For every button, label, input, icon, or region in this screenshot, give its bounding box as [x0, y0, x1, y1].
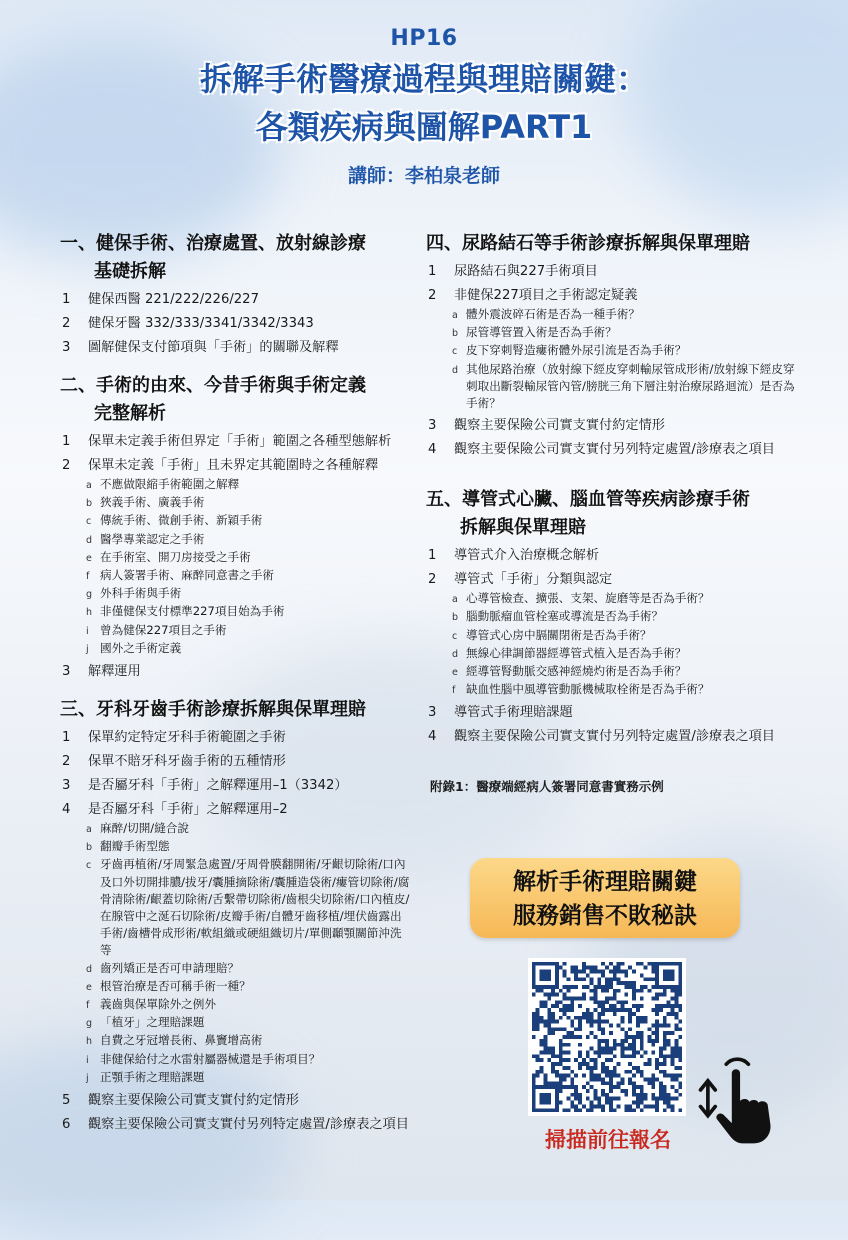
- section-title: [426, 486, 798, 542]
- page-title: [0, 55, 848, 151]
- item-text: 翻瓣手術型態: [100, 839, 170, 854]
- section-title: [60, 230, 412, 286]
- sub-list-item: [426, 342, 798, 360]
- item-text: 非健保227項目之手術認定疑義: [454, 288, 638, 303]
- left-column: [60, 230, 412, 1149]
- list-item: [426, 261, 798, 282]
- item-text: 導管式手術理賠課題: [454, 705, 573, 721]
- section-title-line: 基礎拆解: [94, 261, 166, 282]
- list-item: [426, 545, 798, 566]
- sub-list-item: [60, 960, 412, 978]
- item-letter: d: [86, 534, 93, 546]
- sub-list-item: [60, 1051, 412, 1069]
- item-text: 尿路結石與227手術項目: [454, 264, 598, 279]
- header: [0, 26, 848, 188]
- title-line-1: 拆解手術醫療過程與理賠關鍵：: [199, 60, 648, 98]
- item-letter: a: [452, 594, 458, 606]
- item-number: 3: [62, 664, 71, 680]
- list-item: [60, 727, 412, 748]
- item-number: 6: [62, 1117, 71, 1133]
- item-number: 5: [62, 1093, 71, 1109]
- sub-list-item: [60, 856, 412, 959]
- item-letter: g: [86, 589, 93, 601]
- item-letter: a: [86, 480, 92, 491]
- sub-list-item: [426, 627, 798, 645]
- item-letter: b: [86, 842, 93, 854]
- sub-list-item: [60, 1069, 412, 1087]
- sub-list-item: [60, 996, 412, 1014]
- sub-list-item: [426, 663, 798, 681]
- section-5: [426, 486, 798, 747]
- item-number: 1: [62, 292, 71, 307]
- section-title-line: 拆解與保單理賠: [460, 517, 586, 539]
- sub-list-item: [60, 1032, 412, 1050]
- item-letter: b: [452, 612, 459, 624]
- item-text: 義齒與保單除外之例外: [100, 997, 216, 1012]
- item-text: 保單不賠牙科牙齒手術的五種情形: [88, 754, 286, 770]
- sub-list-item: [60, 1014, 412, 1032]
- item-text: 健保西醫 221/222/226/227: [88, 292, 259, 307]
- sub-item-list: [60, 820, 412, 1087]
- list-item: [60, 455, 412, 476]
- sub-list-item: [60, 567, 412, 585]
- item-number: 4: [62, 802, 71, 818]
- item-letter: b: [86, 498, 93, 510]
- item-letter: a: [452, 310, 458, 321]
- item-list: [426, 545, 798, 590]
- item-text: 傳統手術、微創手術、新穎手術: [100, 513, 263, 528]
- promo-line-1: 解析手術理賠關鍵: [513, 869, 697, 895]
- item-letter: c: [86, 860, 92, 872]
- list-item: [60, 431, 412, 452]
- item-text: 其他尿路治療（放射線下經皮穿刺輸尿管成形術/放射線下經皮穿刺取出斷裂輸尿管內管/膀胱三角下層注射治療尿路迴流）是否為手術？: [466, 361, 795, 411]
- scan-to-register-label[interactable]: 掃描前往報名: [545, 1128, 671, 1152]
- item-text: 正顎手術之理賠課題: [100, 1069, 205, 1084]
- section-title-line: 一、健保手術、治療處置、放射線診療: [60, 233, 366, 254]
- item-text: 導管式「手術」分類與認定: [454, 572, 613, 588]
- sub-list-item: [426, 645, 798, 663]
- item-number: 4: [428, 442, 437, 458]
- sub-list-item: [60, 820, 412, 838]
- appendix-note: 附錄1：醫療端經病人簽署同意書實務示例: [430, 779, 664, 795]
- list-item: [426, 415, 798, 436]
- item-text: 狹義手術、廣義手術: [100, 495, 205, 510]
- item-letter: e: [452, 667, 458, 679]
- item-list: [60, 727, 412, 820]
- sub-item-list: [426, 306, 798, 412]
- tap-hand-icon: [695, 1055, 787, 1147]
- item-number: 4: [428, 729, 437, 745]
- item-text: 導管式心房中膈關閉術是否為手術？: [466, 627, 652, 642]
- section-3: [60, 696, 412, 1135]
- item-text: 圖解健保支付節項與「手術」的關聯及解釋: [88, 340, 339, 355]
- item-letter: c: [452, 346, 458, 358]
- sub-list-item: [426, 324, 798, 342]
- item-letter: a: [86, 824, 92, 836]
- item-text: 在手術室、開刀房接受之手術: [100, 549, 251, 564]
- sub-list-item: [60, 978, 412, 996]
- item-letter: f: [86, 1000, 90, 1012]
- right-column: [426, 230, 798, 795]
- item-number: 2: [428, 288, 437, 303]
- section-title: 三、牙科牙齒手術診療拆解與保單理賠: [60, 699, 366, 721]
- item-text: 不應做限縮手術範圍之解釋: [100, 477, 240, 491]
- item-letter: d: [452, 364, 459, 376]
- list-item: [60, 751, 412, 772]
- lecturer: 講師：李柏泉老師: [347, 165, 500, 187]
- sub-list-item: [426, 681, 798, 699]
- sub-list-item: [60, 603, 412, 621]
- item-number: 3: [62, 778, 71, 794]
- item-number: 1: [62, 434, 71, 449]
- item-number: 1: [62, 730, 71, 746]
- item-letter: i: [86, 1054, 89, 1066]
- item-text: 觀察主要保險公司實支實付另列特定處置/診療表之項目: [454, 729, 775, 745]
- list-item: [60, 799, 412, 820]
- item-list: [60, 661, 412, 682]
- item-list: [426, 702, 798, 747]
- section-title-line: 完整解析: [94, 403, 166, 424]
- section-title: [60, 372, 412, 428]
- item-number: 2: [62, 316, 71, 331]
- list-item: [426, 285, 798, 306]
- item-text: 保單約定特定牙科手術範圍之手術: [88, 730, 286, 746]
- sub-list-item: [60, 640, 412, 658]
- section-1: [60, 230, 412, 358]
- item-letter: c: [452, 630, 458, 642]
- item-text: 「植牙」之理賠課題: [100, 1015, 205, 1030]
- section-title: 四、尿路結石等手術診療拆解與保單理賠: [426, 233, 750, 254]
- item-letter: g: [86, 1018, 93, 1030]
- item-text: 病人簽署手術、麻醉同意書之手術: [100, 568, 274, 583]
- item-list: [60, 289, 412, 358]
- item-text: 麻醉/切開/縫合說: [100, 821, 189, 836]
- sub-item-list: [426, 590, 798, 699]
- item-number: 2: [62, 458, 71, 473]
- item-letter: f: [452, 685, 456, 697]
- item-list: [426, 261, 798, 306]
- item-number: 3: [62, 340, 71, 355]
- sub-list-item: [60, 512, 412, 530]
- item-text: 自費之牙冠增長術、鼻竇增高術: [100, 1033, 263, 1048]
- item-letter: d: [86, 963, 93, 975]
- list-item: [426, 569, 798, 590]
- item-text: 觀察主要保險公司實支實付約定情形: [88, 1093, 299, 1109]
- item-text: 解釋運用: [88, 664, 141, 680]
- item-letter: i: [86, 625, 89, 637]
- item-text: 腦動脈瘤血管栓塞或導流是否為手術？: [466, 609, 664, 624]
- item-text: 健保牙醫 332/333/3341/3342/3343: [88, 316, 314, 331]
- item-text: 經導管腎動脈交感神經燒灼術是否為手術？: [466, 664, 687, 679]
- item-letter: f: [86, 571, 90, 583]
- list-item: [60, 289, 412, 310]
- item-text: 無線心律調節器經導管式植入是否為手術？: [466, 645, 687, 660]
- item-text: 體外震波碎石術是否為一種手術？: [466, 307, 640, 321]
- list-item: [426, 439, 798, 460]
- item-number: 2: [62, 754, 71, 770]
- sub-list-item: [60, 494, 412, 512]
- item-text: 心導管檢查、擴張、支架、旋磨等是否為手術？: [466, 591, 710, 606]
- item-letter: e: [86, 981, 92, 993]
- section-title-line: 二、手術的由來、今昔手術與手術定義: [60, 375, 366, 396]
- item-text: 導管式介入治療概念解析: [454, 548, 600, 564]
- list-item: [60, 337, 412, 358]
- list-item: [426, 702, 798, 723]
- sub-list-item: [60, 622, 412, 640]
- list-item: [60, 1114, 412, 1135]
- item-text: 牙齒再植術/牙周緊急處置/牙周骨膜翻開術/牙齦切除術/口內及口外切開排膿/拔牙/囊腫摘除術/囊腫造袋術/瘻管切除術/腐骨清除術/齦蓋切除術/舌繫帶切除術/齒根尖切除術/口內植皮/在腺管中之涎石切除術/皮瓣手術/自體牙齒移植/埋伏齒露出手術/齒槽骨成形術/軟組織或硬組織切片/單側顳顎關節沖洗等: [100, 857, 410, 958]
- item-number: 1: [428, 264, 437, 279]
- list-item: [60, 1090, 412, 1111]
- sub-list-item: [426, 361, 798, 413]
- title-line-2: 各類疾病與圖解PART1: [255, 108, 593, 146]
- item-list: [60, 431, 412, 476]
- item-letter: h: [86, 1036, 93, 1048]
- sub-list-item: [60, 531, 412, 549]
- item-letter: e: [86, 552, 92, 564]
- sub-list-item: [60, 549, 412, 567]
- item-list: [426, 415, 798, 460]
- item-text: 觀察主要保險公司實支實付另列特定處置/診療表之項目: [88, 1117, 409, 1133]
- item-text: 齒列矯正是否可申請理賠？: [100, 960, 240, 975]
- item-text: 醫學專業認定之手術: [100, 531, 205, 546]
- item-letter: b: [452, 328, 459, 340]
- item-text: 皮下穿刺腎造瘻術體外尿引流是否為手術？: [466, 343, 687, 358]
- item-letter: j: [86, 1072, 89, 1084]
- item-number: 3: [428, 418, 437, 434]
- sub-list-item: [426, 608, 798, 626]
- item-text: 曾為健保227項目之手術: [100, 622, 227, 637]
- item-number: 3: [428, 705, 437, 721]
- qr-code[interactable]: [528, 958, 686, 1116]
- list-item: [426, 726, 798, 747]
- list-item: [60, 661, 412, 682]
- item-text: 根管治療是否可稱手術一種？: [100, 978, 251, 993]
- item-letter: h: [86, 607, 93, 619]
- sub-list-item: [60, 476, 412, 494]
- item-number: 1: [428, 548, 437, 564]
- item-number: 2: [428, 572, 437, 588]
- sub-list-item: [426, 590, 798, 608]
- item-text: 是否屬牙科「手術」之解釋運用–1（3342）: [88, 778, 348, 794]
- item-list: [60, 1090, 412, 1135]
- item-text: 外科手術與手術: [100, 586, 182, 601]
- section-title-line: 五、導管式心臟、腦血管等疾病診療手術: [426, 489, 750, 511]
- item-text: 非健保給付之水雷射屬器械還是手術項目？: [100, 1051, 321, 1066]
- promo-banner: [470, 858, 740, 938]
- sub-list-item: [60, 585, 412, 603]
- item-text: 尿管導管置入術是否為手術？: [466, 325, 617, 340]
- item-text: 觀察主要保險公司實支實付約定情形: [454, 418, 665, 434]
- item-letter: c: [86, 516, 92, 528]
- item-text: 缺血性腦中風導管動脈機械取栓術是否為手術？: [466, 682, 710, 697]
- sub-item-list: [60, 476, 412, 658]
- sub-list-item: [60, 838, 412, 856]
- course-code: HP16: [390, 26, 458, 51]
- item-text: 國外之手術定義: [100, 640, 182, 655]
- item-text: 觀察主要保險公司實支實付另列特定處置/診療表之項目: [454, 442, 775, 458]
- section-4: [426, 230, 798, 460]
- item-text: 非僅健保支付標準227項目始為手術: [100, 604, 285, 619]
- list-item: [60, 775, 412, 796]
- item-letter: j: [86, 643, 89, 655]
- item-text: 保單未定義手術但界定「手術」範圍之各種型態解析: [88, 434, 392, 449]
- item-letter: d: [452, 648, 459, 660]
- sub-list-item: [426, 306, 798, 324]
- promo-line-2: 服務銷售不敗秘訣: [513, 903, 697, 929]
- item-text: 是否屬牙科「手術」之解釋運用–2: [88, 802, 288, 818]
- list-item: [60, 313, 412, 334]
- item-text: 保單未定義「手術」且未界定其範圍時之各種解釋: [88, 458, 379, 473]
- section-2: [60, 372, 412, 682]
